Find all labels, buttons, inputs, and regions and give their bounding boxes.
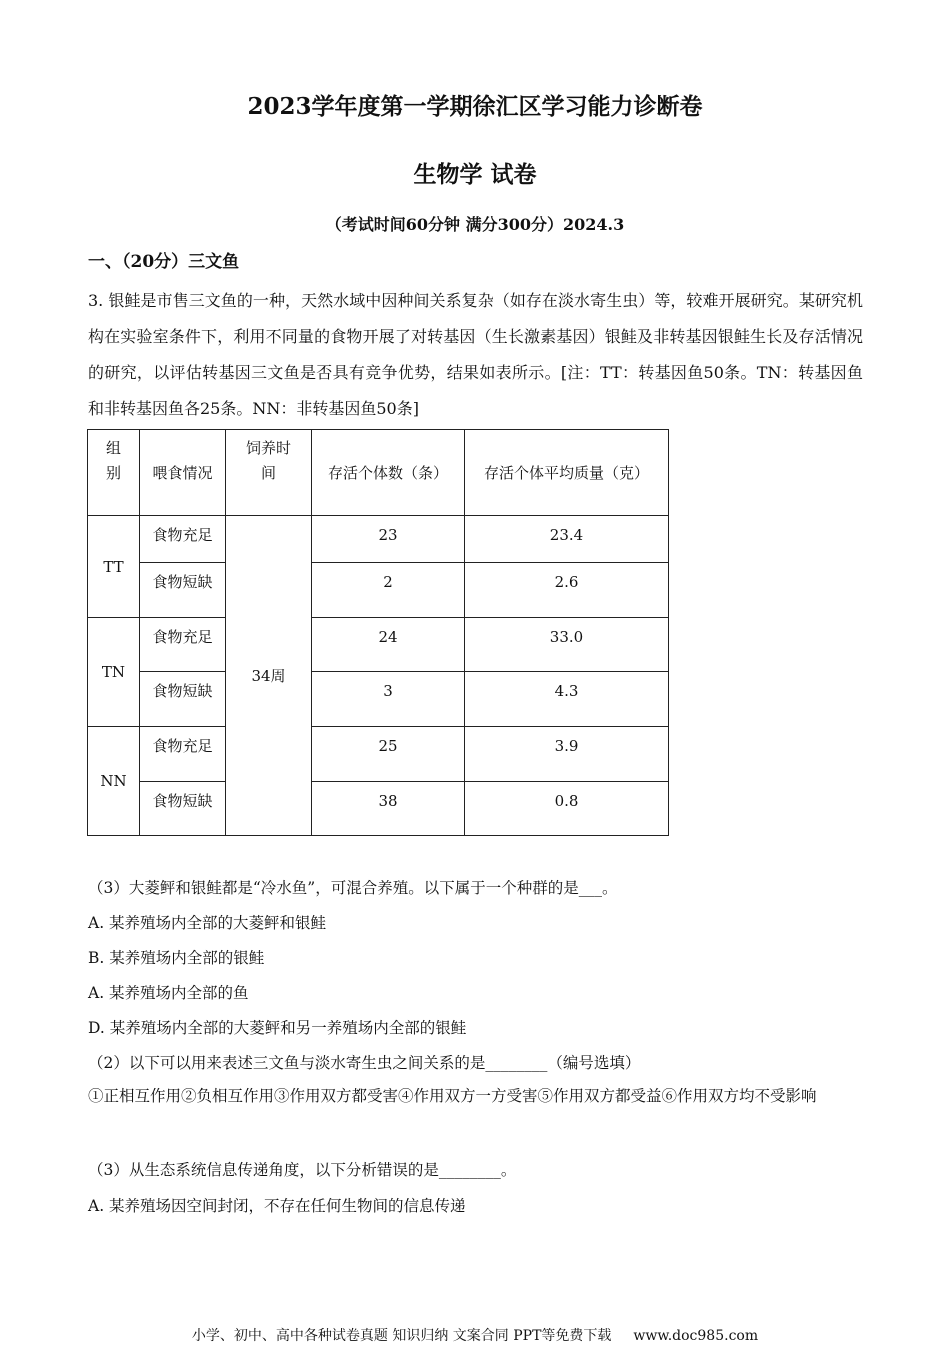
table-row (88, 516, 669, 563)
exam-title: 2023学年度第一学期徐汇区学习能力诊断卷 (247, 93, 703, 120)
avg-mass-cell: 23.4 (465, 516, 669, 563)
question-1-option-d: D. 某养殖场内全部的大菱鲆和另一养殖场内全部的银鲑 (88, 1019, 467, 1037)
table-row (88, 782, 669, 836)
avg-mass-cell: 2.6 (465, 563, 669, 618)
table-row (88, 727, 669, 782)
survivors-cell: 2 (312, 563, 465, 618)
avg-mass-cell: 4.3 (465, 672, 669, 727)
question-1-option-c: A. 某养殖场内全部的鱼 (88, 984, 249, 1002)
feeding-cell: 食物短缺 (140, 672, 226, 727)
question-2-stem: （2）以下可以用来表述三文鱼与淡水寄生虫之间关系的是________（编号选填） (88, 1054, 641, 1072)
survivors-cell: 23 (312, 516, 465, 563)
feeding-cell: 食物充足 (140, 618, 226, 672)
header-avg-mass: 存活个体平均质量（克） (465, 430, 669, 516)
avg-mass-cell: 0.8 (465, 782, 669, 836)
feeding-cell: 食物充足 (140, 727, 226, 782)
feeding-cell: 食物充足 (140, 516, 226, 563)
survivors-cell: 3 (312, 672, 465, 727)
footer-url[interactable]: www.doc985.com (633, 1328, 759, 1344)
header-survivors: 存活个体数（条） (312, 430, 465, 516)
survivors-cell: 25 (312, 727, 465, 782)
header-feeding: 喂食情况 (140, 430, 226, 516)
survivors-cell: 24 (312, 618, 465, 672)
exam-info: （考试时间60分钟 满分300分）2024.3 (325, 215, 625, 234)
table-header-row (88, 430, 669, 516)
header-group: 组 别 (88, 430, 140, 516)
question-3-option-a: A. 某养殖场因空间封闭，不存在任何生物间的信息传递 (88, 1197, 466, 1215)
question-3-stem: （3）从生态系统信息传递角度，以下分析错误的是________。 (88, 1161, 517, 1179)
header-duration: 饲养时 间 (226, 430, 312, 516)
exam-subtitle: 生物学 试卷 (413, 161, 537, 188)
avg-mass-cell: 3.9 (465, 727, 669, 782)
duration-cell: 34周 (226, 516, 312, 836)
page-footer (0, 1325, 950, 1345)
table-row (88, 563, 669, 618)
question-2-choices: ①正相互作用②负相互作用③作用双方都受害④作用双方一方受害⑤作用双方都受益⑥作用双方均不受影响 (88, 1087, 817, 1105)
survivors-cell: 38 (312, 782, 465, 836)
results-table (87, 429, 669, 836)
question-1-stem: （3）大菱鲆和银鲑都是“冷水鱼”，可混合养殖。以下属于一个种群的是___。 (88, 879, 618, 897)
table-row (88, 618, 669, 672)
question-intro: 3. 银鲑是市售三文鱼的一种，天然水域中因种间关系复杂（如存在淡水寄生虫）等，较难开展研究。某研究机构在实验室条件下，利用不同量的食物开展了对转基因（生长激素基因）银鲑及非转基因银鲑生长及存活情况的研究，以评估转基因三文鱼是否具有竞争优势，结果如表所示。[注：TT：转基因鱼50条。TN：转基因鱼和非转基因鱼各25条。NN：非转基因鱼50条] (88, 291, 863, 418)
group-name: TT (88, 516, 140, 618)
table-row (88, 672, 669, 727)
avg-mass-cell: 33.0 (465, 618, 669, 672)
group-name: NN (88, 727, 140, 836)
feeding-cell: 食物短缺 (140, 563, 226, 618)
feeding-cell: 食物短缺 (140, 782, 226, 836)
question-1-option-a: A. 某养殖场内全部的大菱鲆和银鲑 (88, 914, 327, 932)
question-1-option-b: B. 某养殖场内全部的银鲑 (88, 949, 265, 967)
footer-text: 小学、初中、高中各种试卷真题 知识归纳 文案合同 PPT等免费下载 (191, 1328, 612, 1344)
group-name: TN (88, 618, 140, 727)
section-heading: 一、（20分）三文鱼 (88, 252, 240, 272)
